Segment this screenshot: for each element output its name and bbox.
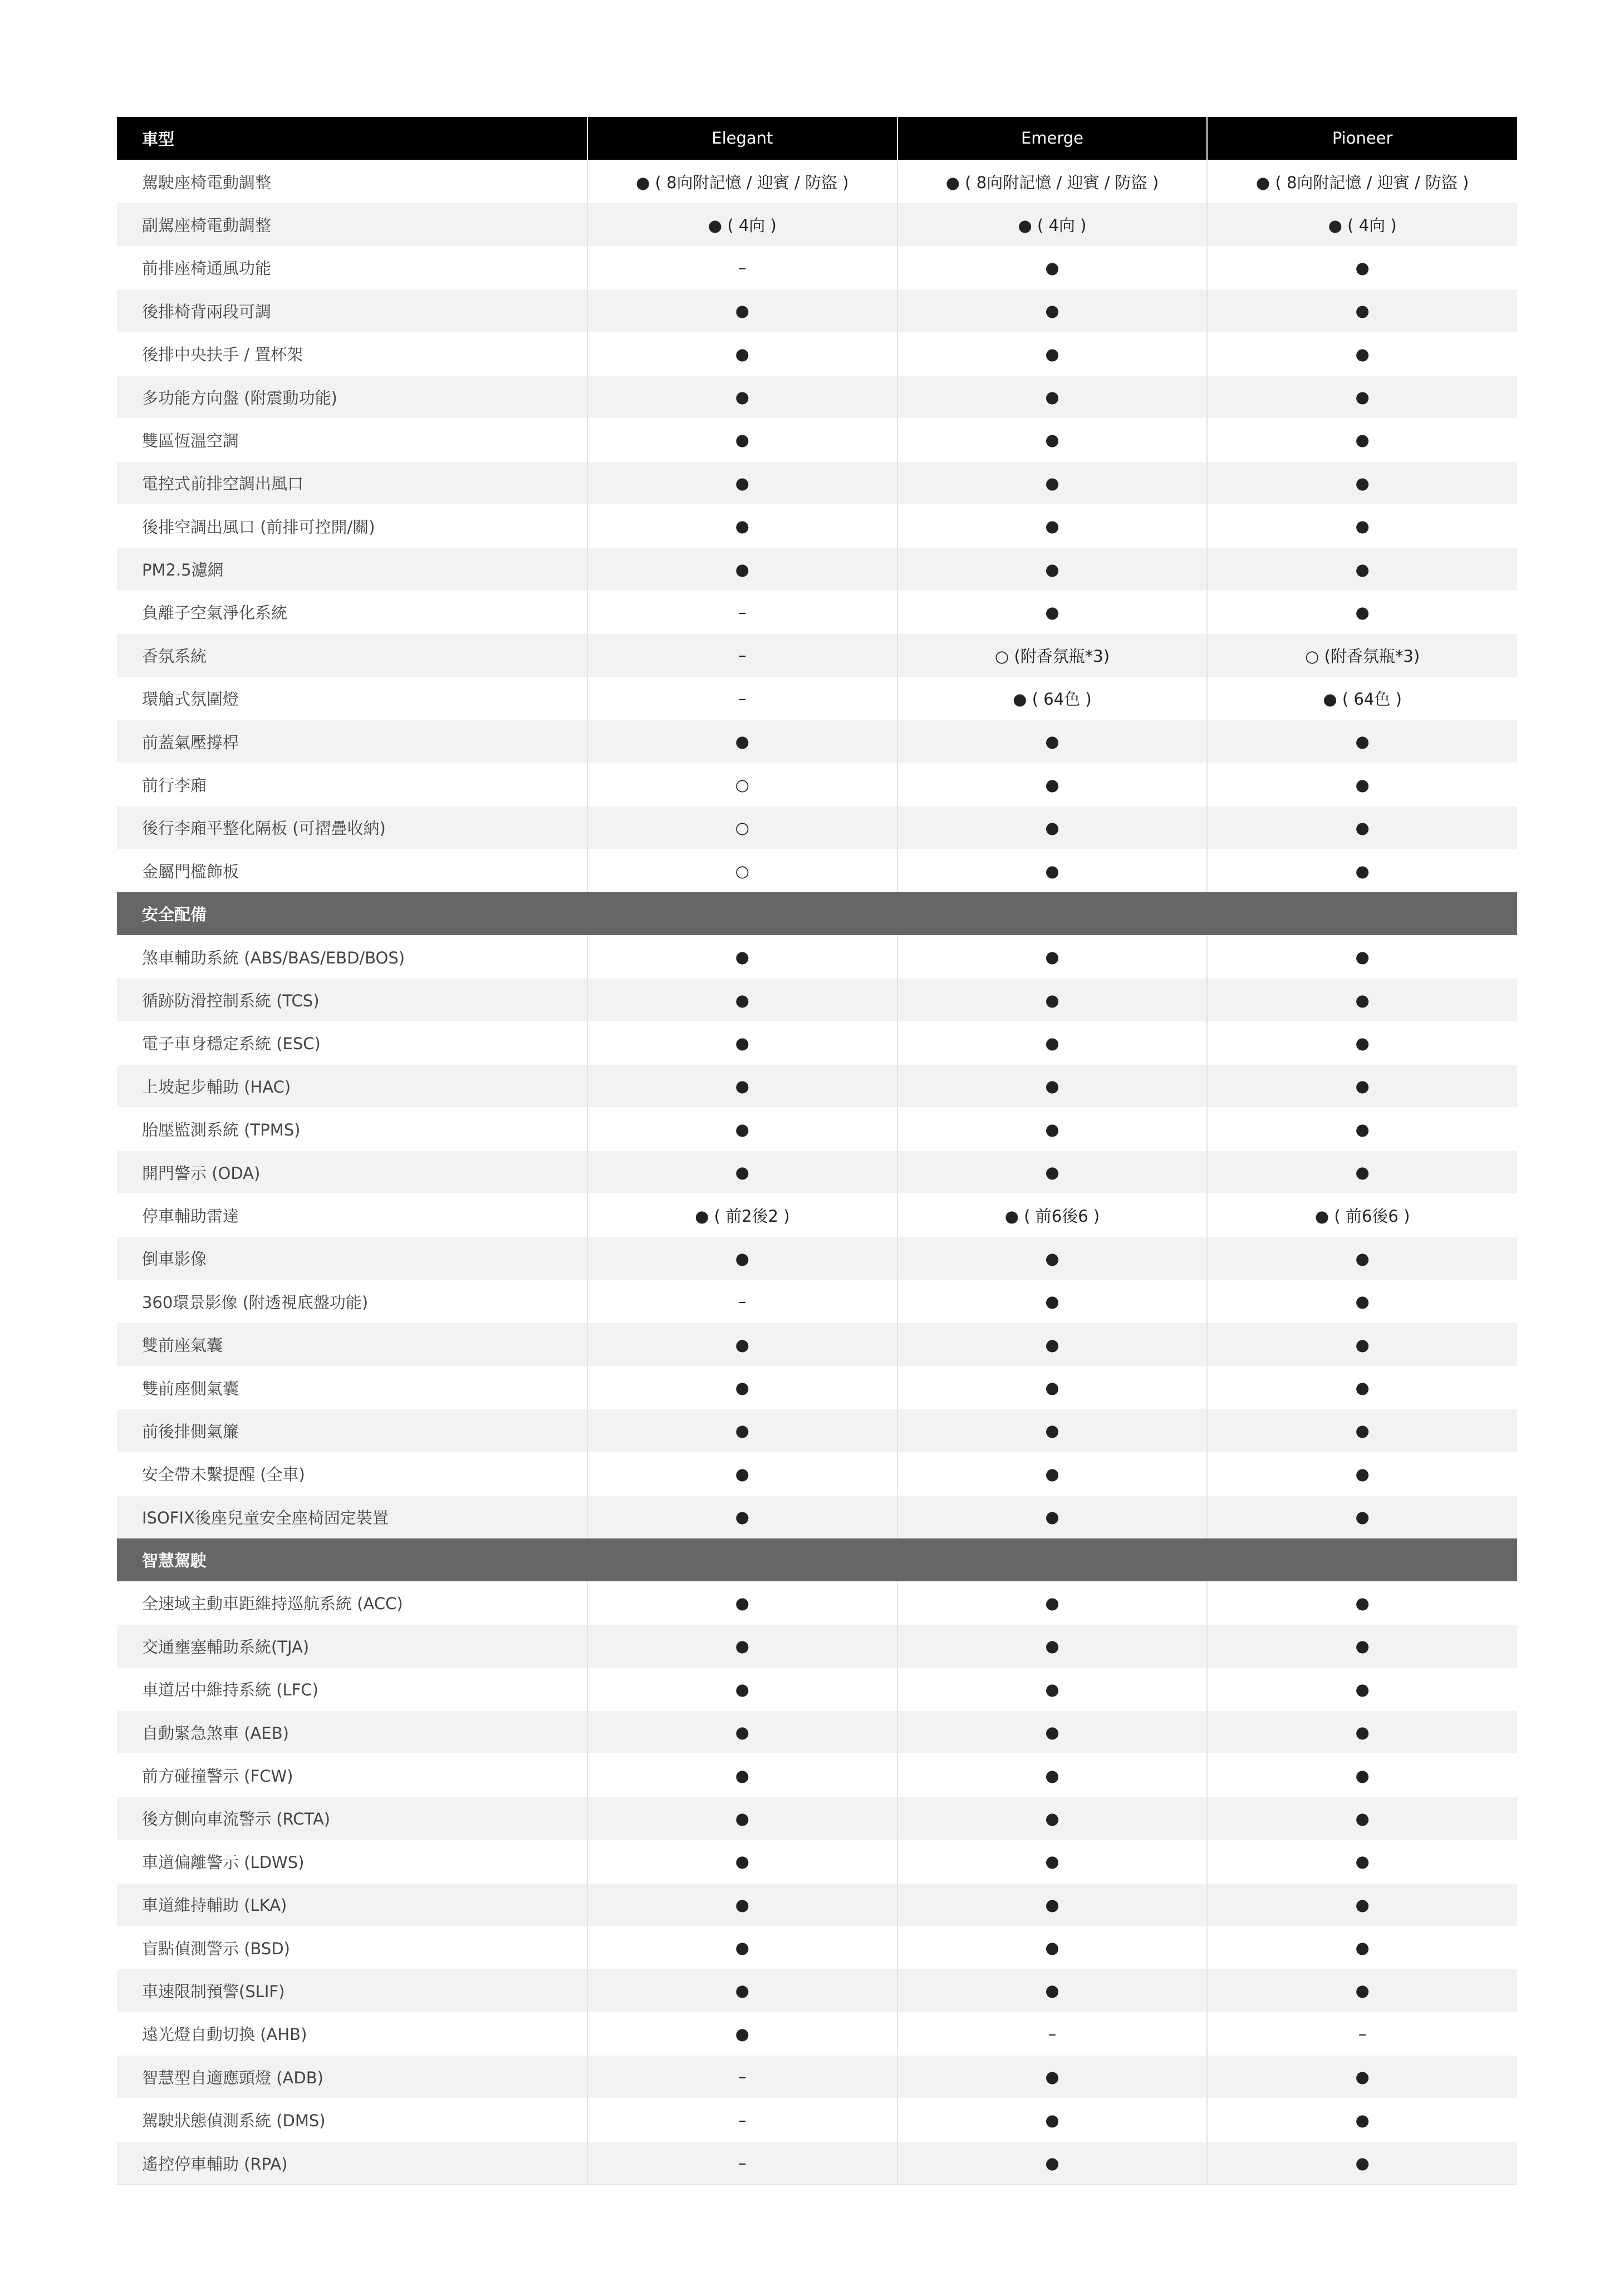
table-row <box>117 591 1517 633</box>
value-cell-elegant: ○ <box>587 806 897 849</box>
value-cell-emerge: ● <box>897 1754 1208 1797</box>
table-row <box>117 1625 1517 1668</box>
value-cell-elegant: ● <box>587 1840 897 1883</box>
feature-label: 後排中央扶手 / 置杯架 <box>117 332 587 375</box>
table-row <box>117 1452 1517 1495</box>
feature-label: 安全帶未繫提醒 (全車) <box>117 1452 587 1495</box>
feature-label: 前蓋氣壓撐桿 <box>117 720 587 763</box>
value-cell-pioneer: ● <box>1207 806 1517 849</box>
value-cell-pioneer: ● <box>1207 2098 1517 2141</box>
table-row <box>117 1581 1517 1624</box>
feature-label: 環艙式氛圍燈 <box>117 677 587 720</box>
feature-label: 360環景影像 (附透視底盤功能) <box>117 1280 587 1323</box>
table-row <box>117 203 1517 246</box>
table-row <box>117 1840 1517 1883</box>
feature-label: 前行李廂 <box>117 763 587 806</box>
feature-label: 前方碰撞警示 (FCW) <box>117 1754 587 1797</box>
table-row <box>117 505 1517 548</box>
value-cell-pioneer: ● <box>1207 1280 1517 1323</box>
table-row <box>117 677 1517 720</box>
feature-label: ISOFIX後座兒童安全座椅固定裝置 <box>117 1496 587 1538</box>
value-cell-emerge: ● <box>897 1625 1208 1668</box>
table-row <box>117 763 1517 806</box>
value-cell-pioneer: ● <box>1207 1496 1517 1538</box>
value-cell-emerge: ● <box>897 1883 1208 1926</box>
table-row <box>117 806 1517 849</box>
value-cell-pioneer: ● <box>1207 289 1517 332</box>
table-row <box>117 634 1517 677</box>
value-cell-pioneer: ● <box>1207 1625 1517 1668</box>
value-cell-emerge: ● <box>897 1108 1208 1151</box>
value-cell-pioneer: ● <box>1207 1926 1517 1969</box>
feature-label: 遠光燈自動切換 (AHB) <box>117 2012 587 2055</box>
table-row <box>117 1754 1517 1797</box>
value-cell-emerge: ● <box>897 1668 1208 1710</box>
value-cell-elegant: ● <box>587 1237 897 1280</box>
value-cell-emerge: ● <box>897 1021 1208 1064</box>
table-row <box>117 1926 1517 1969</box>
feature-label: 前後排側氣簾 <box>117 1409 587 1452</box>
value-cell-emerge: ● <box>897 1797 1208 1840</box>
value-cell-emerge: ● <box>897 1926 1208 1969</box>
value-cell-emerge: ● <box>897 591 1208 633</box>
value-cell-emerge: ● <box>897 2141 1208 2184</box>
value-cell-elegant: ○ <box>587 763 897 806</box>
table-row <box>117 1710 1517 1753</box>
table-row <box>117 2012 1517 2055</box>
table-row <box>117 1280 1517 1323</box>
value-cell-elegant: ● <box>587 332 897 375</box>
value-cell-elegant: ● ( 前2後2 ) <box>587 1194 897 1237</box>
value-cell-pioneer: ● <box>1207 1366 1517 1409</box>
value-cell-pioneer: ● <box>1207 1409 1517 1452</box>
value-cell-elegant: ● <box>587 1710 897 1753</box>
feature-label: 金屬門檻飾板 <box>117 849 587 892</box>
feature-label: 電子車身穩定系統 (ESC) <box>117 1021 587 1064</box>
value-cell-pioneer: ● <box>1207 2056 1517 2098</box>
feature-label: 香氛系統 <box>117 634 587 677</box>
feature-label: 後方側向車流警示 (RCTA) <box>117 1797 587 1840</box>
feature-label: 雙前座側氣囊 <box>117 1366 587 1409</box>
feature-label: 開門警示 (ODA) <box>117 1151 587 1193</box>
value-cell-emerge: ● <box>897 1366 1208 1409</box>
feature-label: PM2.5濾網 <box>117 548 587 591</box>
table-row <box>117 1366 1517 1409</box>
table-header <box>117 117 1517 160</box>
feature-label: 雙前座氣囊 <box>117 1323 587 1366</box>
value-cell-elegant: ● <box>587 505 897 548</box>
value-cell-elegant: – <box>587 634 897 677</box>
table-row <box>117 419 1517 461</box>
value-cell-elegant: ● <box>587 419 897 461</box>
value-cell-elegant: ● <box>587 1969 897 2012</box>
feature-label: 上坡起步輔助 (HAC) <box>117 1065 587 1108</box>
header-trim-pioneer: Pioneer <box>1207 117 1517 160</box>
value-cell-emerge: ● <box>897 1969 1208 2012</box>
value-cell-elegant: ● <box>587 935 897 978</box>
value-cell-emerge: ● <box>897 1452 1208 1495</box>
value-cell-pioneer: ● <box>1207 2141 1517 2184</box>
value-cell-emerge: ● <box>897 1151 1208 1193</box>
value-cell-elegant: ● <box>587 548 897 591</box>
value-cell-emerge: ● ( 4向 ) <box>897 203 1208 246</box>
table-row <box>117 1108 1517 1151</box>
value-cell-emerge: ● <box>897 461 1208 504</box>
table-row <box>117 1409 1517 1452</box>
value-cell-pioneer: ● <box>1207 461 1517 504</box>
value-cell-pioneer: ● <box>1207 1668 1517 1710</box>
feature-label: 駕駛狀態偵測系統 (DMS) <box>117 2098 587 2141</box>
value-cell-elegant: ● <box>587 1496 897 1538</box>
table-row <box>117 1065 1517 1108</box>
value-cell-elegant: ● <box>587 2012 897 2055</box>
feature-label: 自動緊急煞車 (AEB) <box>117 1710 587 1753</box>
value-cell-emerge: ● <box>897 548 1208 591</box>
feature-label: 盲點偵測警示 (BSD) <box>117 1926 587 1969</box>
feature-label: 胎壓監測系統 (TPMS) <box>117 1108 587 1151</box>
table-row <box>117 1323 1517 1366</box>
value-cell-pioneer: ● ( 前6後6 ) <box>1207 1194 1517 1237</box>
section-header-row <box>117 892 1517 935</box>
value-cell-pioneer: ● <box>1207 720 1517 763</box>
table-row <box>117 548 1517 591</box>
feature-label: 多功能方向盤 (附震動功能) <box>117 375 587 418</box>
value-cell-pioneer: ● <box>1207 1840 1517 1883</box>
value-cell-pioneer: ● <box>1207 1797 1517 1840</box>
value-cell-emerge: ● <box>897 1496 1208 1538</box>
value-cell-pioneer: ○ (附香氛瓶*3) <box>1207 634 1517 677</box>
feature-label: 車速限制預警(SLIF) <box>117 1969 587 2012</box>
value-cell-elegant: – <box>587 1280 897 1323</box>
value-cell-emerge: ● <box>897 849 1208 892</box>
value-cell-elegant: – <box>587 2141 897 2184</box>
value-cell-pioneer: ● <box>1207 1021 1517 1064</box>
table-row <box>117 461 1517 504</box>
value-cell-emerge: ● <box>897 1710 1208 1753</box>
value-cell-elegant: ● <box>587 375 897 418</box>
value-cell-elegant: ● <box>587 1409 897 1452</box>
feature-label: 煞車輔助系統 (ABS/BAS/EBD/BOS) <box>117 935 587 978</box>
value-cell-elegant: ● <box>587 1452 897 1495</box>
feature-label: 副駕座椅電動調整 <box>117 203 587 246</box>
feature-label: 後排椅背兩段可調 <box>117 289 587 332</box>
table-row <box>117 2056 1517 2098</box>
feature-label: 車道維持輔助 (LKA) <box>117 1883 587 1926</box>
table-row <box>117 935 1517 978</box>
value-cell-emerge: ● <box>897 763 1208 806</box>
value-cell-pioneer: ● <box>1207 979 1517 1021</box>
section-title: 智慧駕駛 <box>117 1538 1517 1581</box>
value-cell-pioneer: ● <box>1207 419 1517 461</box>
value-cell-emerge: ● ( 64色 ) <box>897 677 1208 720</box>
value-cell-emerge: ● <box>897 1237 1208 1280</box>
feature-label: 循跡防滑控制系統 (TCS) <box>117 979 587 1021</box>
feature-label: 倒車影像 <box>117 1237 587 1280</box>
value-cell-pioneer: ● <box>1207 591 1517 633</box>
value-cell-pioneer: ● <box>1207 1754 1517 1797</box>
table-row <box>117 979 1517 1021</box>
value-cell-pioneer: ● <box>1207 935 1517 978</box>
feature-label: 停車輔助雷達 <box>117 1194 587 1237</box>
value-cell-pioneer: ● ( 8向附記憶 / 迎賓 / 防盜 ) <box>1207 160 1517 203</box>
table-row <box>117 2098 1517 2141</box>
value-cell-elegant: ● <box>587 1021 897 1064</box>
value-cell-emerge: ● <box>897 505 1208 548</box>
table-row <box>117 375 1517 418</box>
value-cell-elegant: ● <box>587 1581 897 1624</box>
feature-label: 全速域主動車距維持巡航系統 (ACC) <box>117 1581 587 1624</box>
value-cell-elegant: ● <box>587 1668 897 1710</box>
feature-label: 前排座椅通風功能 <box>117 246 587 289</box>
value-cell-pioneer: ● <box>1207 1323 1517 1366</box>
value-cell-pioneer: ● <box>1207 1710 1517 1753</box>
value-cell-elegant: – <box>587 591 897 633</box>
value-cell-pioneer: – <box>1207 2012 1517 2055</box>
feature-label: 遙控停車輔助 (RPA) <box>117 2141 587 2184</box>
value-cell-pioneer: ● <box>1207 505 1517 548</box>
value-cell-pioneer: ● <box>1207 1452 1517 1495</box>
value-cell-emerge: ● <box>897 1581 1208 1624</box>
value-cell-elegant: ● <box>587 1883 897 1926</box>
table-row <box>117 1496 1517 1538</box>
feature-label: 交通壅塞輔助系統(TJA) <box>117 1625 587 1668</box>
value-cell-elegant: ● <box>587 1625 897 1668</box>
value-cell-emerge: ● <box>897 289 1208 332</box>
feature-label: 車道居中維持系統 (LFC) <box>117 1668 587 1710</box>
header-trim-elegant: Elegant <box>587 117 897 160</box>
value-cell-emerge: ● <box>897 1409 1208 1452</box>
table-row <box>117 332 1517 375</box>
value-cell-pioneer: ● <box>1207 375 1517 418</box>
section-title: 安全配備 <box>117 892 1517 935</box>
value-cell-pioneer: ● <box>1207 849 1517 892</box>
table-body <box>117 160 1517 2184</box>
value-cell-emerge: ● <box>897 1065 1208 1108</box>
value-cell-emerge: ● <box>897 2056 1208 2098</box>
value-cell-emerge: ● <box>897 419 1208 461</box>
value-cell-elegant: – <box>587 2056 897 2098</box>
table-row <box>117 2141 1517 2184</box>
value-cell-emerge: ● <box>897 246 1208 289</box>
value-cell-emerge: ● ( 前6後6 ) <box>897 1194 1208 1237</box>
value-cell-pioneer: ● <box>1207 1883 1517 1926</box>
value-cell-elegant: – <box>587 677 897 720</box>
value-cell-elegant: – <box>587 2098 897 2141</box>
table-row <box>117 289 1517 332</box>
value-cell-elegant: ● <box>587 1065 897 1108</box>
value-cell-pioneer: ● <box>1207 1065 1517 1108</box>
value-cell-elegant: ● <box>587 461 897 504</box>
feature-label: 後排空調出風口 (前排可控開/關) <box>117 505 587 548</box>
table-row <box>117 1021 1517 1064</box>
table-row <box>117 1151 1517 1193</box>
value-cell-elegant: ● <box>587 1366 897 1409</box>
header-row <box>117 117 1517 160</box>
value-cell-emerge: ● <box>897 806 1208 849</box>
value-cell-emerge: ● ( 8向附記憶 / 迎賓 / 防盜 ) <box>897 160 1208 203</box>
value-cell-emerge: ● <box>897 375 1208 418</box>
feature-label: 電控式前排空調出風口 <box>117 461 587 504</box>
value-cell-pioneer: ● <box>1207 1151 1517 1193</box>
value-cell-elegant: ● ( 4向 ) <box>587 203 897 246</box>
header-label: 車型 <box>117 117 587 160</box>
value-cell-pioneer: ● <box>1207 763 1517 806</box>
value-cell-pioneer: ● <box>1207 1581 1517 1624</box>
value-cell-pioneer: ● <box>1207 548 1517 591</box>
value-cell-emerge: ● <box>897 1280 1208 1323</box>
spec-table <box>117 117 1517 2185</box>
value-cell-emerge: ● <box>897 332 1208 375</box>
value-cell-emerge: ● <box>897 1840 1208 1883</box>
value-cell-elegant: ● <box>587 720 897 763</box>
value-cell-pioneer: ● <box>1207 246 1517 289</box>
value-cell-emerge: ● <box>897 2098 1208 2141</box>
table-row <box>117 1237 1517 1280</box>
header-trim-emerge: Emerge <box>897 117 1208 160</box>
value-cell-elegant: ● <box>587 979 897 1021</box>
value-cell-pioneer: ● <box>1207 332 1517 375</box>
table-row <box>117 1797 1517 1840</box>
value-cell-emerge: ● <box>897 935 1208 978</box>
feature-label: 駕駛座椅電動調整 <box>117 160 587 203</box>
table-row <box>117 1668 1517 1710</box>
table-row <box>117 1883 1517 1926</box>
table-row <box>117 246 1517 289</box>
value-cell-elegant: ● <box>587 1323 897 1366</box>
feature-label: 後行李廂平整化隔板 (可摺疊收納) <box>117 806 587 849</box>
feature-label: 雙區恆溫空調 <box>117 419 587 461</box>
value-cell-elegant: ● <box>587 289 897 332</box>
value-cell-elegant: ● <box>587 1754 897 1797</box>
value-cell-emerge: ● <box>897 979 1208 1021</box>
value-cell-pioneer: ● <box>1207 1969 1517 2012</box>
value-cell-pioneer: ● ( 4向 ) <box>1207 203 1517 246</box>
value-cell-elegant: ○ <box>587 849 897 892</box>
table-row <box>117 1194 1517 1237</box>
value-cell-elegant: ● <box>587 1151 897 1193</box>
value-cell-emerge: ● <box>897 1323 1208 1366</box>
value-cell-pioneer: ● ( 64色 ) <box>1207 677 1517 720</box>
feature-label: 智慧型自適應頭燈 (ADB) <box>117 2056 587 2098</box>
table-row <box>117 849 1517 892</box>
feature-label: 負離子空氣淨化系統 <box>117 591 587 633</box>
value-cell-elegant: ● <box>587 1926 897 1969</box>
feature-label: 車道偏離警示 (LDWS) <box>117 1840 587 1883</box>
table-row <box>117 160 1517 203</box>
value-cell-elegant: ● <box>587 1108 897 1151</box>
value-cell-pioneer: ● <box>1207 1237 1517 1280</box>
table-row <box>117 1969 1517 2012</box>
value-cell-elegant: – <box>587 246 897 289</box>
table-row <box>117 720 1517 763</box>
section-header-row <box>117 1538 1517 1581</box>
value-cell-elegant: ● <box>587 1797 897 1840</box>
value-cell-elegant: ● ( 8向附記憶 / 迎賓 / 防盜 ) <box>587 160 897 203</box>
value-cell-emerge: ● <box>897 720 1208 763</box>
value-cell-emerge: – <box>897 2012 1208 2055</box>
value-cell-pioneer: ● <box>1207 1108 1517 1151</box>
value-cell-emerge: ○ (附香氛瓶*3) <box>897 634 1208 677</box>
